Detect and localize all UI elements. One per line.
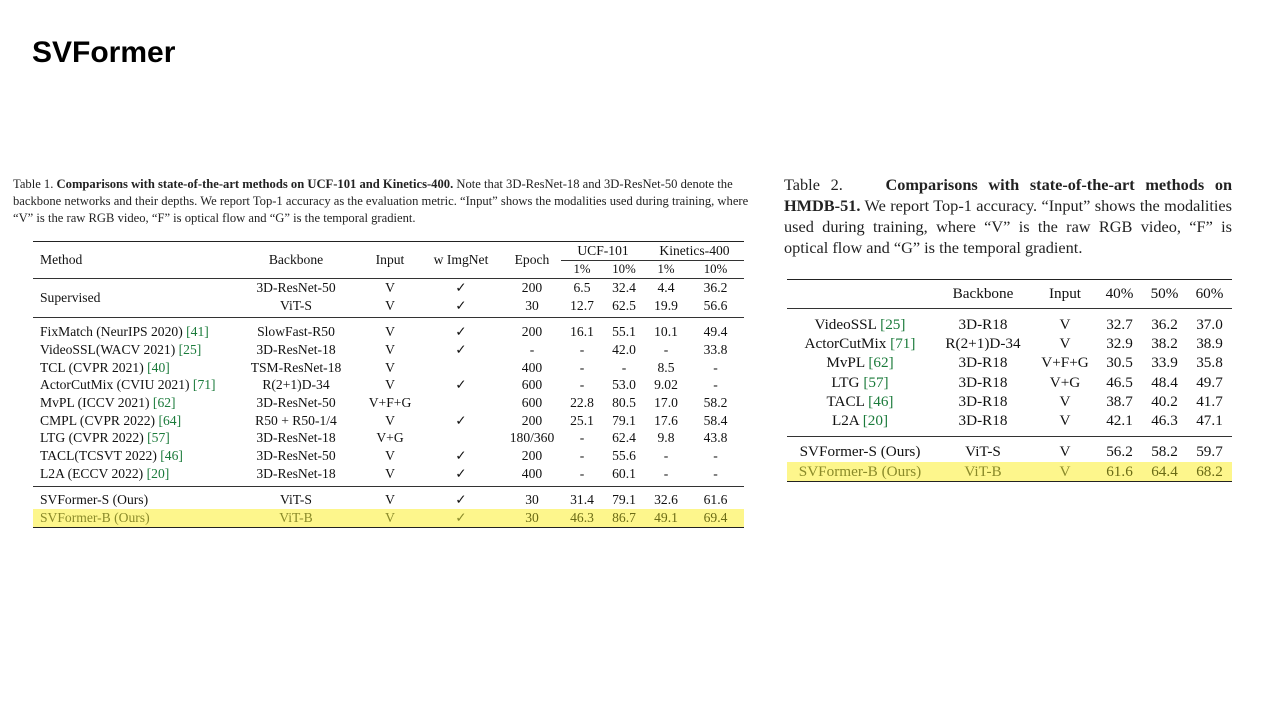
cell-epoch: 30 [525,297,539,313]
citation-link[interactable]: [46] [868,392,894,410]
cell-40pct: 61.6 [1097,462,1142,482]
cell-backbone: 3D-ResNet-50 [256,448,336,464]
cell-ucf-1: - [579,359,585,375]
cell-input: V [1059,334,1071,352]
cell-ucf-1: - [579,465,585,481]
method-name: MvPL (ICCV 2021) [40,394,153,410]
cell-k-10: - [713,448,718,464]
cell-input: V [1033,462,1097,482]
header-ucf-10pct: 10% [612,262,636,276]
cell-60pct: 59.7 [1187,436,1232,462]
cell-input: V [361,318,419,341]
cell-method [787,411,933,436]
cell-50pct: 58.2 [1142,436,1187,462]
cell-epoch: 600 [521,377,543,393]
cell-60pct: 38.9 [1196,334,1223,352]
method-name: LTG (CVPR 2022) [40,430,148,446]
method-name: MvPL [826,354,869,372]
table1-caption-bold: Comparisons with state-of-the-art methods on UCF-101 and Kinetics-400. [56,177,454,191]
cell-ucf-10: 80.5 [612,394,636,410]
table-row [787,436,1232,462]
cell-ucf-1: - [579,377,585,393]
header-backbone: Backbone [231,242,361,279]
cell-50pct: 46.3 [1151,412,1178,430]
cell-k-10: 36.2 [687,279,744,297]
cell-input: V [1059,412,1071,430]
cell-backbone: R(2+1)D-34 [945,334,1021,352]
cell-40pct: 32.9 [1106,334,1133,352]
table1-caption-text: Note that 3D-ResNet-18 and 3D-ResNet-50 denote the backbone networks and their depths. We report Top-1 accuracy as the evaluation metric. “Input” shows the modalities used during training, where “V” is the raw RGB video, “F” is optical flow and “G” is the temporal gradient. [13,177,749,225]
table2 [787,279,1232,482]
cell-method [787,373,933,392]
table-row [787,354,1232,373]
cell-input: V [385,297,395,313]
cell-k-1: 9.8 [657,430,675,446]
cell-method [33,430,231,448]
cell-input: V [385,359,395,375]
cell-ucf-10: 32.4 [603,279,645,297]
table-row [787,334,1232,353]
t2-header-backbone: Backbone [933,280,1033,309]
citation-link[interactable]: [71] [890,334,916,352]
cell-k-10: 58.2 [703,394,728,410]
cell-ucf-10: 79.1 [612,412,636,428]
citation-link[interactable]: [46] [160,448,183,464]
cell-40pct: 42.1 [1106,412,1133,430]
cell-method [787,334,933,353]
cell-backbone: SlowFast-R50 [231,318,361,341]
cell-imgnet [419,430,503,448]
cell-backbone: 3D-ResNet-50 [256,394,336,410]
cell-k-10: - [713,359,718,375]
cell-input: V [385,412,395,428]
cell-k-10: 33.8 [703,341,728,357]
cell-k-10: - [713,377,718,393]
table-row [33,430,744,448]
cell-ucf-10: 42.0 [612,341,636,357]
table1-caption-label: Table 1. [13,177,54,191]
cell-ucf-1: 31.4 [561,486,603,509]
cell-input: V [385,448,395,464]
header-imgnet: w ImgNet [419,242,503,279]
method-name: TACL [826,392,869,410]
method-name: CMPL (CVPR 2022) [40,412,159,428]
citation-link[interactable]: [25] [880,315,906,333]
cell-backbone: 3D-ResNet-18 [256,430,336,446]
cell-50pct: 33.9 [1151,354,1178,372]
cell-50pct: 40.2 [1151,392,1178,410]
table1-caption [13,176,769,227]
table2-caption-bold: Comparisons with state-of-the-art methods on HMDB-51. [784,175,1233,215]
cell-input: V [1059,392,1071,410]
table-row [787,373,1232,392]
cell-ucf-10: 86.7 [603,509,645,527]
cell-epoch: 200 [521,412,543,428]
table-row [33,412,744,430]
cell-imgnet: ✓ [455,297,467,313]
cell-backbone: 3D-R18 [958,392,1008,410]
cell-input: V [361,486,419,509]
cell-40pct: 56.2 [1097,436,1142,462]
cell-method [787,436,933,462]
cell-epoch: 30 [503,509,561,527]
cell-backbone: 3D-ResNet-50 [231,279,361,297]
method-name: LTG [831,373,864,391]
cell-50pct: 38.2 [1151,334,1178,352]
cell-backbone: 3D-R18 [958,354,1008,372]
t2-header-40pct: 40% [1097,280,1142,309]
citation-link[interactable]: [57] [863,373,889,391]
cell-k-10: 49.4 [687,318,744,341]
t2-header-60pct: 60% [1187,280,1232,309]
cell-ucf-10: 55.6 [612,448,636,464]
table-row [787,392,1232,411]
highlighted-row [33,509,744,527]
citation-link[interactable]: [20] [862,412,889,430]
header-input: Input [361,242,419,279]
cell-backbone: ViT-S [231,486,361,509]
method-name: FixMatch (NeurIPS 2020) [40,324,187,340]
cell-epoch: 200 [521,448,543,464]
cell-input: V [361,279,419,297]
method-name: SVFormer-B (Ours) [798,462,922,480]
cell-imgnet: ✓ [419,509,503,527]
cell-40pct: 38.7 [1106,392,1133,410]
cell-k-10: 61.6 [687,486,744,509]
cell-method [33,412,231,430]
cell-method [33,359,231,377]
cell-k-1: - [663,448,669,464]
citation-link[interactable]: [41] [186,324,209,340]
citation-link[interactable]: [62] [152,394,176,410]
cell-method [33,394,231,412]
citation-link[interactable]: [57] [147,430,170,446]
cell-ucf-1: 46.3 [561,509,603,527]
cell-imgnet: ✓ [419,279,503,297]
method-name: SVFormer-S (Ours) [40,492,149,508]
cell-60pct: 35.8 [1196,354,1223,372]
cell-k-10: - [713,465,718,481]
citation-link[interactable]: [71] [192,377,216,393]
cell-input: V [1033,436,1097,462]
method-name: TCL (CVPR 2021) [40,359,148,375]
citation-link[interactable]: [62] [868,354,894,372]
cell-backbone: ViT-B [933,462,1033,482]
table-row [33,318,744,341]
cell-ucf-1: 22.8 [570,394,594,410]
header-method: Method [33,242,231,279]
cell-60pct: 37.0 [1187,309,1232,335]
cell-k-1: 4.4 [645,279,687,297]
highlighted-row [787,462,1232,482]
cell-ucf-10: - [621,359,627,375]
header-k-10pct: 10% [703,262,728,276]
cell-40pct: 32.7 [1097,309,1142,335]
header-ucf-1pct: 1% [573,262,591,276]
cell-ucf-10: 53.0 [612,377,636,393]
method-name: VideoSSL(WACV 2021) [40,341,179,357]
table-row [33,341,744,359]
cell-ucf-1: - [579,341,585,357]
cell-k-1: - [663,465,669,481]
cell-ucf-10: 60.1 [612,465,636,481]
header-k-1pct: 1% [657,262,675,276]
table-row [33,279,744,297]
cell-imgnet [419,394,503,412]
cell-k-1: 49.1 [645,509,687,527]
cell-epoch: 200 [503,318,561,341]
cell-k-1: 17.0 [654,394,678,410]
cell-k-10: 56.6 [703,297,728,313]
cell-ucf-1: - [579,448,585,464]
table-row [33,465,744,486]
table-row [787,411,1232,436]
cell-epoch: 400 [521,465,543,481]
method-name: SVFormer-B (Ours) [40,510,150,526]
t2-header-method [787,280,933,309]
cell-imgnet [419,359,503,377]
cell-method [33,486,231,509]
cell-imgnet: ✓ [455,341,467,357]
cell-method [787,309,933,335]
slide-title: SVFormer [32,36,176,69]
cell-input: V [1033,309,1097,335]
cell-epoch: 30 [503,486,561,509]
cell-ucf-1: 6.5 [561,279,603,297]
cell-input: V [385,377,395,393]
cell-k-1: 17.6 [654,412,678,428]
method-name: TACL(TCSVT 2022) [40,448,161,464]
cell-k-10: 43.8 [703,430,728,446]
cell-k-1: - [663,341,669,357]
method-name: ActorCutMix (CVIU 2021) [40,377,193,393]
cell-epoch: 600 [521,394,543,410]
cell-backbone: R50 + R50-1/4 [255,412,337,428]
cell-backbone: R(2+1)D-34 [262,377,330,393]
cell-ucf-10: 55.1 [603,318,645,341]
table-row [787,309,1232,335]
cell-k-1: 9.02 [654,377,678,393]
table-row [33,486,744,509]
cell-input: V+G [1049,373,1081,391]
cell-method [33,509,231,527]
method-name: L2A [831,412,863,430]
cell-method [33,318,231,341]
cell-backbone: ViT-B [231,509,361,527]
cell-imgnet: ✓ [419,318,503,341]
cell-imgnet: ✓ [455,448,467,464]
cell-input: V [385,341,395,357]
citation-link[interactable]: [25] [178,341,202,357]
cell-imgnet: ✓ [455,377,467,393]
method-name: SVFormer-S (Ours) [799,443,921,461]
cell-k-1: 8.5 [657,359,675,375]
cell-epoch: 400 [521,359,543,375]
citation-link[interactable]: [64] [158,412,182,428]
header-epoch: Epoch [503,242,561,279]
cell-input: V [361,509,419,527]
cell-40pct: 46.5 [1106,373,1133,391]
cell-k-1: 32.6 [645,486,687,509]
t2-header-50pct: 50% [1142,280,1187,309]
table1 [33,241,744,528]
cell-epoch: 200 [503,279,561,297]
cell-ucf-1: 16.1 [561,318,603,341]
cell-method [787,354,933,373]
method-name: L2A (ECCV 2022) [40,465,147,481]
cell-method [33,341,231,359]
cell-imgnet: ✓ [455,412,467,428]
cell-imgnet: ✓ [419,486,503,509]
cell-method [787,462,933,482]
cell-backbone: 3D-R18 [933,309,1033,335]
cell-imgnet: ✓ [455,465,467,481]
table2-caption [784,174,1232,258]
cell-backbone: ViT-S [280,297,312,313]
cell-60pct: 41.7 [1196,392,1223,410]
cell-backbone: 3D-ResNet-18 [256,465,336,481]
header-kinetics400: Kinetics-400 [645,242,744,261]
cell-40pct: 30.5 [1106,354,1133,372]
cell-method [33,376,231,394]
t2-header-input: Input [1033,280,1097,309]
table-row [33,394,744,412]
cell-ucf-1: 12.7 [570,297,594,313]
cell-backbone: 3D-R18 [958,412,1008,430]
table-row [33,376,744,394]
cell-k-10: 69.4 [687,509,744,527]
cell-method: Supervised [33,279,231,318]
cell-60pct: 47.1 [1196,412,1223,430]
citation-link[interactable]: [20] [146,465,170,481]
cell-backbone: TSM-ResNet-18 [250,359,342,375]
cell-50pct: 64.4 [1142,462,1187,482]
table2-caption-text: We report Top-1 accuracy. “Input” shows the modalities used during training, where “V” is the raw RGB video, “F” is optical flow and “G” is the temporal gradient. [784,196,1232,257]
cell-ucf-10: 79.1 [603,486,645,509]
cell-backbone: 3D-R18 [958,373,1008,391]
method-name: VideoSSL [814,315,881,333]
cell-ucf-1: - [579,430,585,446]
cell-input: V+G [376,430,404,446]
cell-50pct: 36.2 [1142,309,1187,335]
cell-k-1: 10.1 [645,318,687,341]
table-row [33,447,744,465]
cell-backbone: ViT-S [933,436,1033,462]
cell-k-1: 19.9 [654,297,678,313]
cell-60pct: 68.2 [1187,462,1232,482]
cell-k-10: 58.4 [703,412,728,428]
cell-ucf-10: 62.5 [612,297,636,313]
cell-epoch: - [529,341,535,357]
table2-caption-label: Table 2. [784,175,843,194]
cell-epoch: 180/360 [509,430,555,446]
cell-50pct: 48.4 [1151,373,1178,391]
cell-backbone: 3D-ResNet-18 [256,341,336,357]
cell-input: V [385,465,395,481]
method-name: ActorCutMix [804,334,891,352]
cell-method [787,392,933,411]
cell-method [33,447,231,465]
cell-ucf-1: 25.1 [570,412,594,428]
cell-60pct: 49.7 [1196,373,1223,391]
table-row [33,359,744,377]
cell-input: V+F+G [368,394,412,410]
citation-link[interactable]: [40] [147,359,170,375]
cell-ucf-10: 62.4 [612,430,636,446]
header-ucf101: UCF-101 [561,242,645,261]
cell-method [33,465,231,486]
cell-input: V+F+G [1041,354,1089,372]
